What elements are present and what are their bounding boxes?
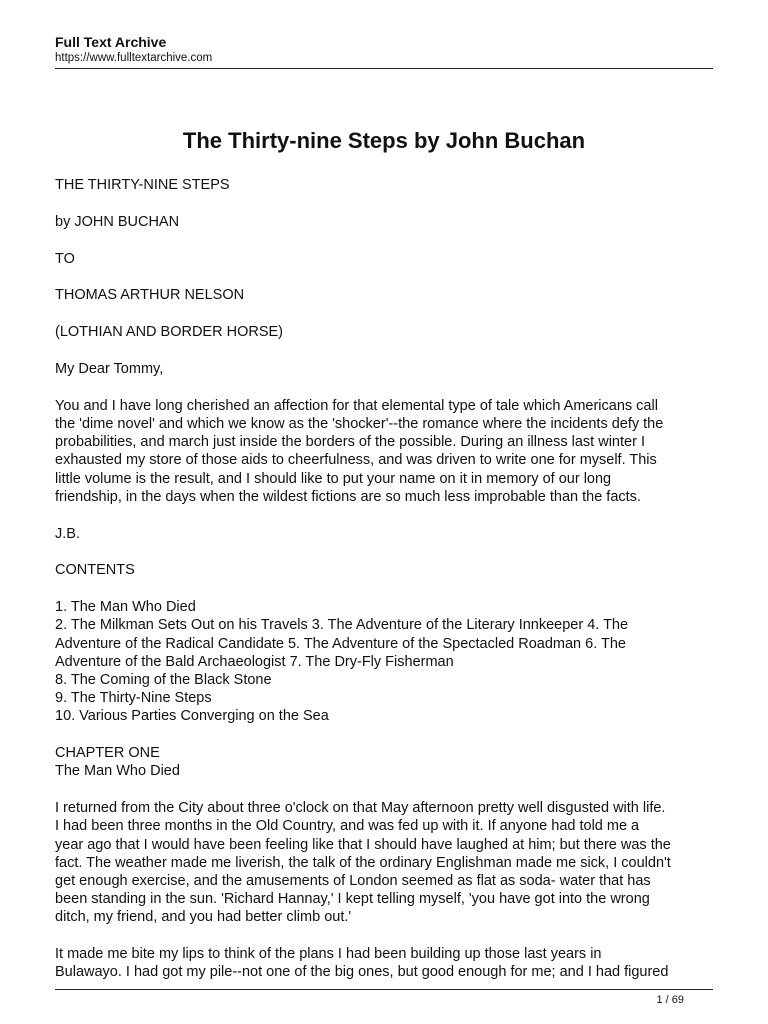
paragraph bbox=[55, 799, 715, 926]
chapter-heading bbox=[55, 744, 715, 780]
contents-heading: CONTENTS bbox=[55, 562, 135, 579]
text-line: get enough exercise, and the amusements of London seemed as flat as soda- water that has bbox=[55, 873, 651, 890]
contents-item: Adventure of the Bald Archaeologist 7. The Dry-Fly Fisherman bbox=[55, 653, 454, 670]
page-number: 1 / 69 bbox=[656, 994, 684, 1006]
footer-divider bbox=[55, 989, 713, 990]
text-line: It made me bite my lips to think of the plans I had been building up those last years in bbox=[55, 946, 602, 963]
text-line: ditch, my friend, and you had better climb out.' bbox=[55, 909, 352, 926]
contents-list bbox=[55, 598, 715, 725]
chapter-title: The Man Who Died bbox=[55, 763, 180, 780]
dedicatee: THOMAS ARTHUR NELSON bbox=[55, 287, 245, 304]
paragraph bbox=[55, 945, 715, 981]
text-line: fact. The weather made me liverish, the talk of the ordinary Englishman made me sick, I couldn't bbox=[55, 854, 671, 871]
contents-item: 8. The Coming of the Black Stone bbox=[55, 672, 272, 688]
site-url[interactable]: https://www.fulltextarchive.com bbox=[55, 52, 213, 64]
chapter-label: CHAPTER ONE bbox=[55, 745, 160, 762]
dedication-to: TO bbox=[55, 250, 75, 267]
text-line: Bulawayo. I had got my pile--not one of the big ones, but good enough for me; and I had figured bbox=[55, 964, 669, 981]
contents-item: 2. The Milkman Sets Out on his Travels 3. The Adventure of the Literary Innkeeper 4. The bbox=[55, 617, 629, 634]
contents-item: 1. The Man Who Died bbox=[55, 599, 196, 616]
dedicatee-unit: (LOTHIAN AND BORDER HORSE) bbox=[55, 324, 283, 341]
contents-item: Adventure of the Radical Candidate 5. The Adventure of the Spectacled Roadman 6. The bbox=[55, 635, 626, 652]
text-line: been standing in the sun. 'Richard Hannay,' I kept telling myself, 'you have got into the wrong bbox=[55, 891, 650, 908]
text-line: You and I have long cherished an affection for that elemental type of tale which Americans call bbox=[55, 397, 658, 414]
document-body bbox=[55, 176, 715, 1000]
book-title: THE THIRTY-NINE STEPS bbox=[55, 177, 230, 193]
text-line: exhausted my store of those aids to cheerfulness, and was driven to write one for myself. This bbox=[55, 452, 657, 469]
text-line: probabilities, and march just inside the borders of the possible. During an illness last winter I bbox=[55, 434, 645, 451]
document-title: The Thirty-nine Steps by John Buchan bbox=[182, 128, 586, 153]
contents-item: 10. Various Parties Converging on the Sea bbox=[55, 708, 329, 725]
text-line: year ago that I would have been feeling like that I should have laughed at him; but there was the bbox=[55, 836, 671, 853]
text-line: friendship, in the days when the wildest fictions are so much less improbable than the facts. bbox=[55, 488, 641, 505]
text-line: the 'dime novel' and which we know as the 'shocker'--the romance where the incidents defy the bbox=[55, 415, 664, 432]
page-header bbox=[55, 34, 713, 65]
text-line: I had been three months in the Old Country, and was fed up with it. If anyone had told me a bbox=[55, 818, 640, 835]
text-line: I returned from the City about three o'clock on that May afternoon pretty well disgusted with life. bbox=[55, 800, 666, 817]
byline: by JOHN BUCHAN bbox=[55, 213, 180, 230]
text-line: little volume is the result, and I should like to put your name on it in memory of our long bbox=[55, 470, 612, 487]
salutation: My Dear Tommy, bbox=[55, 360, 164, 377]
signature: J.B. bbox=[55, 525, 80, 542]
header-divider bbox=[55, 68, 713, 69]
contents-item: 9. The Thirty-Nine Steps bbox=[55, 690, 212, 707]
site-name: Full Text Archive bbox=[55, 34, 167, 50]
dedication-letter bbox=[55, 397, 715, 506]
